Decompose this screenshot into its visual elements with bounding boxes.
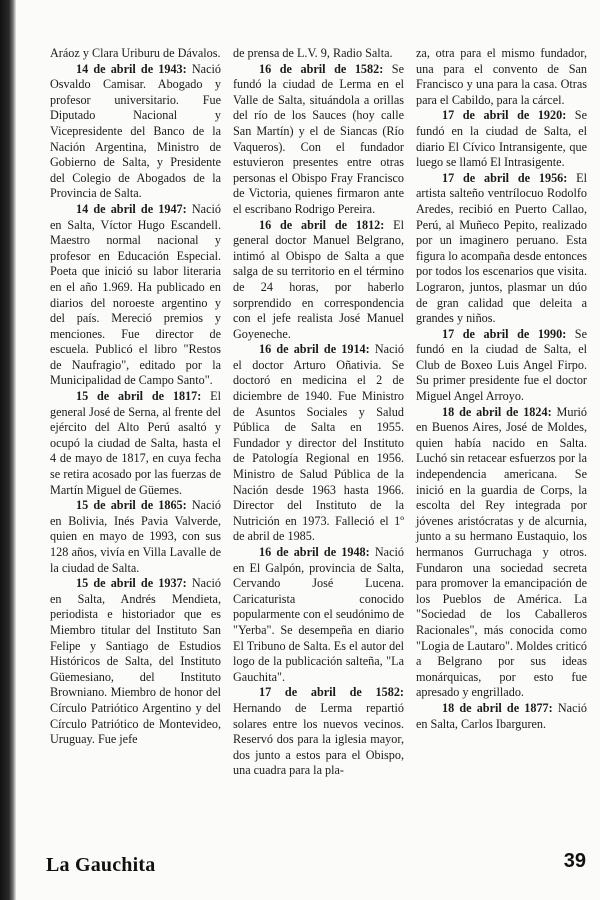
entry-date: 17 de abril de 1956: (442, 170, 568, 185)
entry-text: Nació en El Galpón, provincia de Salta, Cervando José Lucena. Caricaturista conocido popularmente con el seudónimo de "Yerba". Se desempeña en diario El Tribuno de Salta. Es el autor del logo de la publicación salteña, "La Gauchita". (233, 545, 404, 684)
entry-date: 14 de abril de 1943: (76, 61, 187, 76)
entry-text: Aráoz y Clara Uriburu de Dávalos. (50, 46, 221, 60)
entry-text: Nació Osvaldo Camisar. Abogado y profesor universitario. Fue Diputado Nacional y Vicepresidente del Banco de la Nación Argentina, Ministro de Gobierno de Salta, y Presidente del Colegio de Abogados de la Provincia de Salta. (50, 61, 221, 201)
entry-text: Se fundó en la ciudad de Salta, el Club de Boxeo Luis Angel Firpo. Su primer presidente fue el doctor Miguel Angel Arroyo. (416, 326, 587, 404)
calendar-entry (416, 701, 587, 732)
entry-text: Nació en Salta, Víctor Hugo Escandell. Maestro normal nacional y profesor en Educación Especial. Poeta que inició su labor literaria en el año 1.969. Ha publicado en diarios del noroeste argentino y del país. Mereció premios y menciones. Fue director de escuela. Publicó el libro "Restos de Naufragio", editado por la Municipalidad de Campo Santo". (50, 201, 221, 388)
entry-text: za, otra para el mismo fundador, una para el convento de San Francisco y una para la casa. Otras para el Cabildo, para la cárcel. (416, 46, 587, 107)
calendar-entry (233, 545, 404, 685)
continued-text (50, 46, 221, 62)
calendar-entry (416, 171, 587, 327)
continued-text (233, 46, 404, 62)
entry-text: El general doctor Manuel Belgrano, intimó al Obispo de Salta a que salga de su territorio en el término de 24 horas, por haberlo sorprendido en correspondencia con el jefe realista José Manuel Goyeneche. (233, 217, 404, 341)
calendar-entry (233, 685, 404, 779)
entry-date: 15 de abril de 1817: (76, 389, 202, 404)
entry-date: 16 de abril de 1812: (259, 217, 385, 232)
entry-date: 18 de abril de 1877: (442, 700, 553, 715)
column-1 (50, 46, 221, 836)
text-columns (50, 46, 588, 836)
page-number: 39 (563, 850, 586, 872)
entry-text: El general José de Serna, al frente del ejército del Alto Perú asaltó y ocupó la ciudad de Salta, hasta el 4 de mayo de 1817, en cuya fecha se retira acosado por las fuerzas de Martín Miguel de Güemes. (50, 389, 221, 497)
entry-text: Se fundó en la ciudad de Salta, el diario El Cívico Intransigente, que luego se llamó El Intrasigente. (416, 108, 587, 170)
entry-date: 17 de abril de 1990: (442, 326, 567, 341)
column-3 (416, 46, 587, 836)
entry-date: 15 de abril de 1937: (76, 576, 187, 591)
calendar-entry (50, 498, 221, 576)
page-binding-edge (0, 0, 16, 900)
calendar-entry (50, 62, 221, 202)
column-2 (233, 46, 404, 836)
entry-date: 17 de abril de 1920: (442, 108, 567, 123)
entry-date: 16 de abril de 1582: (259, 61, 384, 76)
calendar-entry (233, 342, 404, 545)
entry-text: Se fundó la ciudad de Lerma en el Valle de Salta, situándola a orillas del río de los Sauces (hoy calle San Martín) y el de Siancas (Río Vaqueros). Con el fundador estuvieron presentes entre otras personas el Obispo Fray Francisco de Victoria, quienes firmaron ante el escribano Rodrigo Pereira. (233, 61, 404, 216)
entry-date: 16 de abril de 1914: (259, 342, 370, 357)
entry-text: Nació en Bolivia, Inés Pavia Valverde, quien en mayo de 1993, con sus 128 años, vivía en Villa Lavalle de la ciudad de Salta. (50, 498, 221, 575)
entry-date: 18 de abril de 1824: (442, 404, 552, 419)
calendar-entry (50, 389, 221, 498)
entry-text: Murió en Buenos Aires, José de Moldes, quien había nacido en Salta. Luchó sin retacear esfuerzos por la independencia americana. Se inició en la guardia de Corps, la escolta del Rey integrada por jóvenes aristócratas y de alcurnia, junto a su hermano Eustaquio, los hermanos Gurruchaga y otros. Fundaron una sociedad secreta para promover la emancipación de los Pueblos de América. La "Sociedad de los Caballeros Racionales", más conocida como "Logia de Lautaro". Moldes criticó a Belgrano por sus ideas monárquicas, por esto fue apresado y engrillado. (416, 404, 587, 700)
calendar-entry (50, 202, 221, 389)
calendar-entry (233, 218, 404, 343)
entry-text: Nació el doctor Arturo Oñativia. Se doctoró en medicina el 2 de diciembre de 1940. Fue Ministro de Asuntos Sociales y Salud Pública de Salta en 1955. Fundador y director del Instituto de Patología Regional en 1956. Ministro de Salud Pública de la Nación desde 1963 hasta 1966. Director del Instituto de la Nutrición en 1973. Falleció el 1º de abril de 1985. (233, 342, 404, 544)
entry-text: Nació en Salta, Andrés Mendieta, periodista e historiador que es Miembro titular del Instituto San Felipe y Santiago de Estudios Históricos de Salta, del Instituto Güemesiano, del Instituto Browniano. Miembro de honor del Círculo Patriótico Argentino y del Círculo Patriótico de Montevideo, Uruguay. Fue jefe (50, 576, 221, 747)
footer-brand: La Gauchita (46, 854, 156, 876)
continued-text (416, 46, 587, 108)
calendar-entry (50, 576, 221, 748)
entry-text: Nació en Salta, Carlos Ibarguren. (416, 700, 587, 731)
entry-date: 14 de abril de 1947: (76, 201, 187, 216)
calendar-entry (233, 62, 404, 218)
entry-text: El artista salteño ventrílocuo Rodolfo Aredes, recibió en Puerto Callao, Perú, al Muñeco Pepito, realizado por un imaginero peruano. Esta figura lo acompaña desde entonces por todos los escenarios que visita. Lograron, juntos, plasmar un dúo de gran calidad que deleita a grandes y niños. (416, 170, 587, 326)
entry-date: 15 de abril de 1865: (76, 498, 187, 513)
calendar-entry (416, 108, 587, 170)
entry-text: de prensa de L.V. 9, Radio Salta. (233, 46, 393, 60)
entry-date: 17 de abril de 1582: (259, 685, 404, 700)
calendar-entry (416, 327, 587, 405)
calendar-entry (416, 405, 587, 701)
entry-text: Hernando de Lerma repartió solares entre los nuevos vecinos. Reservó dos para la iglesia mayor, dos junto a estos para el Obispo, una cuadra para la pla- (233, 700, 404, 778)
entry-date: 16 de abril de 1948: (259, 545, 370, 559)
